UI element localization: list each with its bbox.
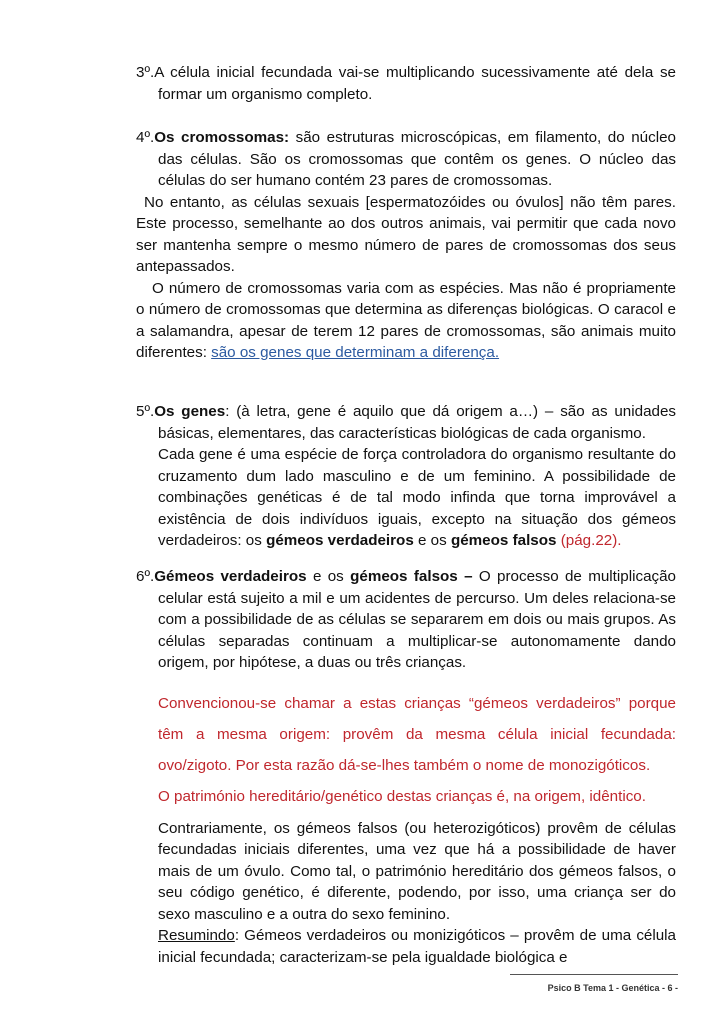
section-5-bold-identical: gémeos verdadeiros (266, 532, 414, 549)
section-6-paragraph-3: Contrariamente, os gémeos falsos (ou heterozigóticos) provêm de células fecundadas iniciais diferentes, uma vez que há a possibilidade de haver mais de um óvulo. Como tal, o património hereditário dos gémeos falsos, o seu código genético, é diferente, podendo, por isso, uma criança ser do sexo masculino e a outra do sexo feminino. (158, 819, 676, 923)
section-5-text: : (à letra, gene é aquilo que dá origem a…) – são as unidades básicas, elementares, das características biológicas de cada organismo. (158, 403, 676, 442)
section-5-number: 5º. (136, 403, 155, 420)
section-6 (136, 566, 676, 968)
section-4-paragraph-1 (136, 127, 676, 192)
section-3-text: A célula inicial fecundada vai-se multiplicando sucessivamente até dela se formar um organismo completo. (154, 64, 676, 103)
section-5 (136, 401, 676, 552)
section-6-summary (136, 925, 676, 968)
section-4-heading: Os cromossomas: (154, 129, 290, 146)
section-4-paragraph-3-text: O número de cromossomas varia com as espécies. Mas não é propriamente o número de cromossomas que determina as diferenças biológicas. O caracol e a salamandra, apesar de terem 12 pares de cromossomas, são animais muito diferentes: (136, 279, 676, 361)
section-6-red-paragraph-1: Convencionou-se chamar a estas crianças “gémeos verdadeiros” porque têm a mesma origem: provêm da mesma célula inicial fecundada: ovo/zigoto. Por esta razão dá-se-lhes também o nome de monozigóticos. (158, 694, 676, 774)
section-6-heading-1: Gémeos verdadeiros (154, 568, 307, 585)
section-6-number: 6º. (136, 568, 155, 585)
section-5-paragraph-1 (136, 401, 676, 444)
section-4 (136, 127, 676, 364)
section-6-connector: e os (306, 568, 351, 585)
page-footer: Psico B Tema 1 - Genética - 6 - (547, 983, 678, 993)
section-6-summary-label: Resumindo (158, 927, 235, 944)
section-5-connector: e os (413, 532, 451, 549)
section-4-text: são estruturas microscópicas, em filamento, do núcleo das células. São os cromossomas que contêm os genes. O núcleo das células do ser humano contém 23 pares de cromossomas. (158, 129, 676, 189)
section-4-paragraph-2: No entanto, as células sexuais [espermatozóides ou óvulos] não têm pares. Este processo, semelhante ao dos outros animais, vai permitir que cada novo ser mantenha sempre o mesmo número de pares de cromossomas dos seus antepassados. (136, 193, 676, 275)
section-3-paragraph (136, 62, 676, 105)
footer-rule (510, 974, 678, 975)
section-6-paragraph-1 (136, 566, 676, 674)
section-6-heading-2: gémeos falsos – (350, 568, 473, 585)
section-4-paragraph-3 (136, 278, 676, 364)
section-5-paragraph-2-text: Cada gene é uma espécie de força controladora do organismo resultante do cruzamento dum lado masculino e de um feminino. A possibilidade de combinações genéticas é de tal modo infinda que torna improvável a existência de dois indivíduos iguais, excepto na situação dos gémeos verdadeiros: os (158, 446, 676, 549)
section-5-bold-fraternal: gémeos falsos (450, 532, 557, 549)
section-4-number: 4º. (136, 129, 155, 146)
section-6-summary-text: : Gémeos verdadeiros ou monizigóticos – provêm de uma célula inicial fecundada; caracterizam-se pela igualdade biológica e (158, 927, 676, 966)
section-5-heading: Os genes (154, 403, 226, 420)
section-5-page-reference: (pág.22). (560, 532, 622, 549)
section-4-genes-link[interactable]: são os genes que determinam a diferença. (211, 344, 500, 361)
section-3 (136, 62, 676, 105)
section-3-number: 3º. (136, 64, 155, 81)
section-6-text: O processo de multiplicação celular está sujeito a mil e um acidentes de percurso. Um deles relaciona-se com a possibilidade de as células se separarem em dois ou mais grupos. As células separadas continuam a multiplicar-se autonomamente dando origem, por hipótese, a duas ou três crianças. (158, 568, 676, 671)
section-6-red-paragraph-2: O património hereditário/genético destas crianças é, na origem, idêntico. (158, 787, 646, 805)
section-6-red-block (136, 688, 676, 812)
section-5-paragraph-2 (136, 444, 676, 552)
